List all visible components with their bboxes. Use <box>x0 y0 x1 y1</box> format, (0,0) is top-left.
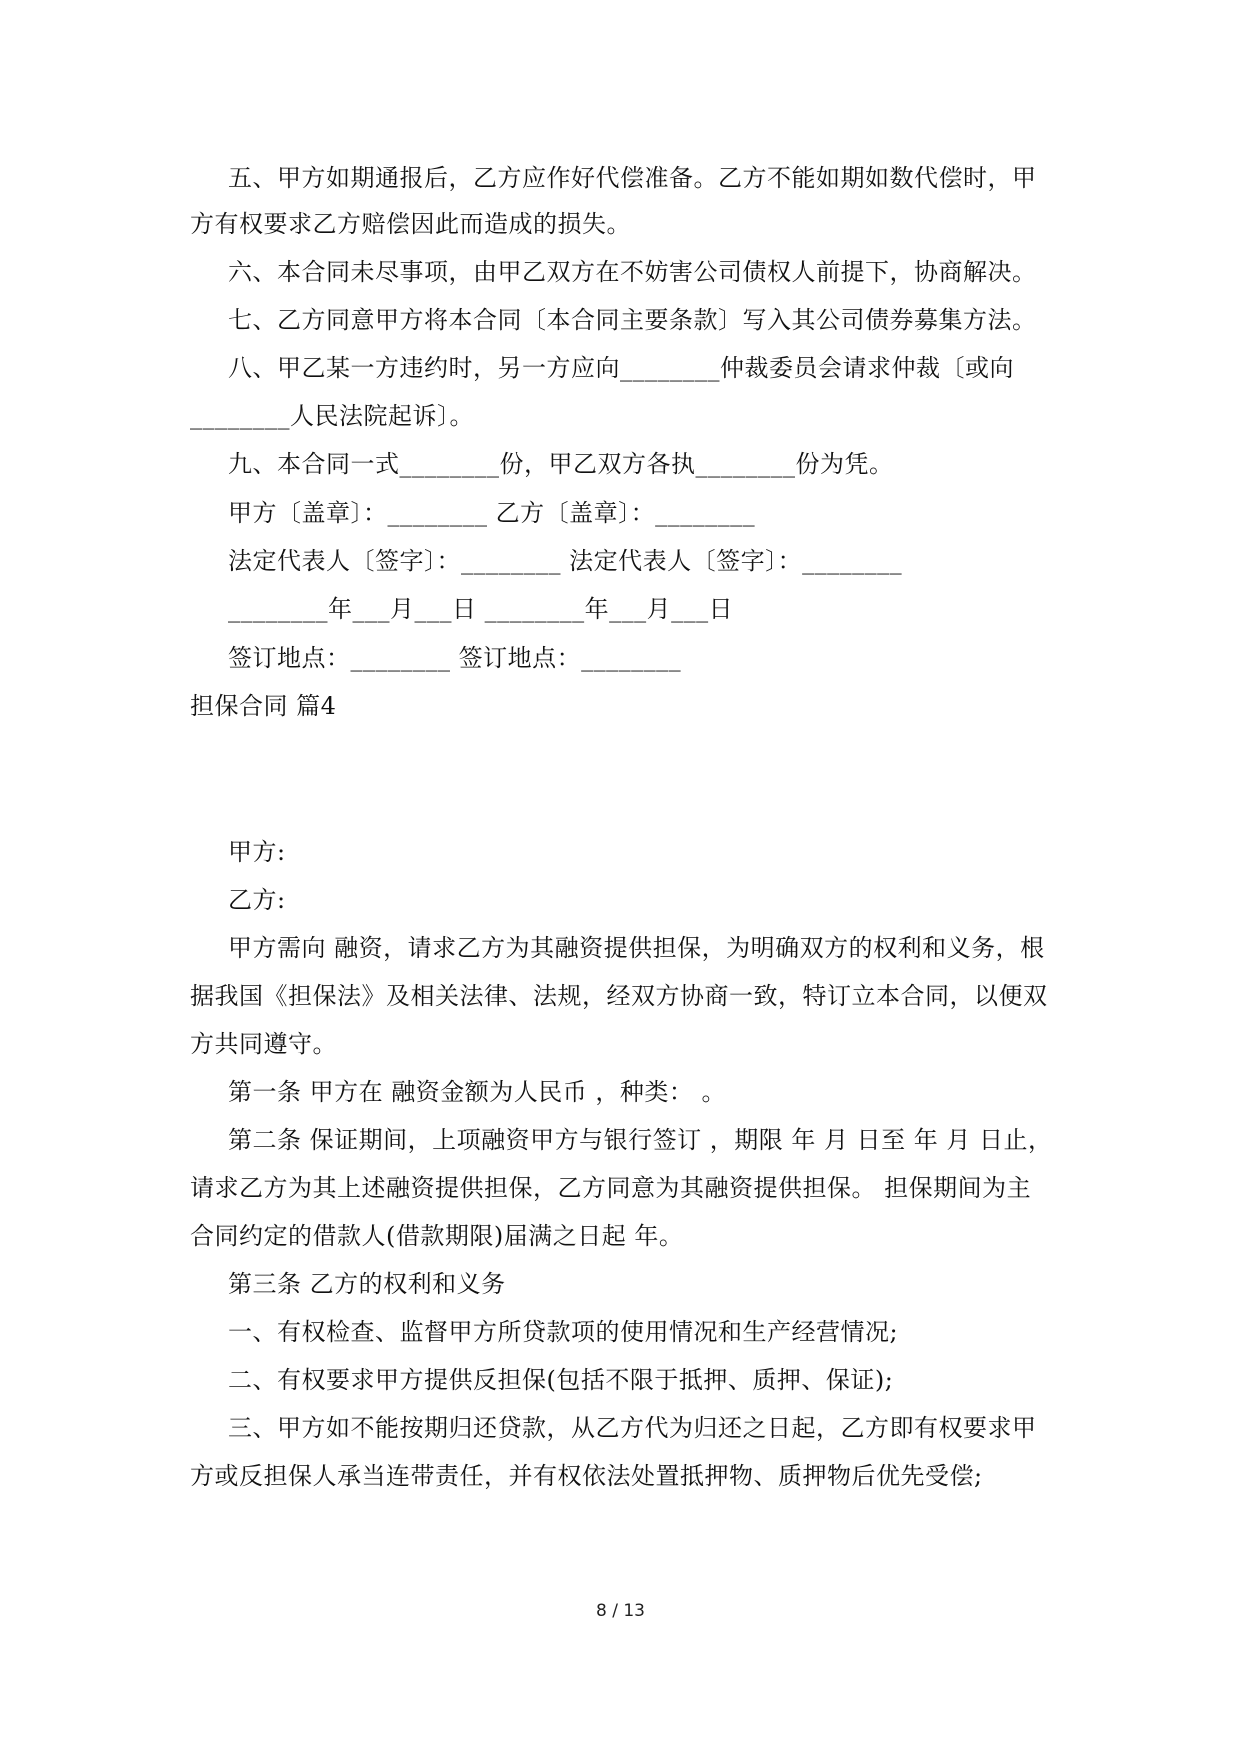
clause-line: 第二条 保证期间，上项融资甲方与银行签订 ，期限 年 月 日至 年 月 日止， <box>228 1126 1053 1154</box>
signing-place-line: 签订地点：________ 签订地点：________ <box>228 644 682 672</box>
paragraph-line: 方有权要求乙方赔偿因此而造成的损失。 <box>190 210 631 238</box>
paragraph-line: 六、本合同未尽事项，由甲乙双方在不妨害公司债权人前提下，协商解决。 <box>228 258 1037 286</box>
paragraph-line: 方共同遵守。 <box>190 1030 337 1058</box>
paragraph-line: 方或反担保人承当连带责任，并有权依法处置抵押物、质押物后优先受偿; <box>190 1462 983 1490</box>
party-b-line: 乙方: <box>228 886 286 914</box>
list-item: 三、甲方如不能按期归还贷款，从乙方代为归还之日起，乙方即有权要求甲 <box>228 1414 1037 1442</box>
paragraph-line: 五、甲方如期通报后，乙方应作好代偿准备。乙方不能如期如数代偿时，甲 <box>228 164 1037 192</box>
date-line: ________年___月___日 ________年___月___日 <box>228 595 734 623</box>
signature-line: 法定代表人〔签字〕：________ 法定代表人〔签字〕：________ <box>228 547 903 575</box>
clause-line: 第三条 乙方的权利和义务 <box>228 1270 506 1298</box>
clause-line: 第一条 甲方在 融资金额为人民币 ，种类： 。 <box>228 1078 727 1106</box>
party-a-line: 甲方: <box>228 838 286 866</box>
paragraph-line: 请求乙方为其上述融资提供担保，乙方同意为其融资提供担保。 担保期间为主 <box>190 1174 1032 1202</box>
page-number: 8 / 13 <box>596 1601 645 1621</box>
paragraph-line: 甲方需向 融资，请求乙方为其融资提供担保，为明确双方的权利和义务，根 <box>228 934 1045 962</box>
paragraph-line: ________人民法院起诉〕。 <box>190 402 474 430</box>
paragraph-line: 八、甲乙某一方违约时，另一方应向________仲裁委员会请求仲裁〔或向 <box>228 354 1014 382</box>
section-heading: 担保合同 篇4 <box>190 692 337 720</box>
paragraph-line: 七、乙方同意甲方将本合同〔本合同主要条款〕写入其公司债券募集方法。 <box>228 306 1037 334</box>
paragraph-line: 九、本合同一式________份，甲乙双方各执________份为凭。 <box>228 450 894 478</box>
signature-line: 甲方〔盖章〕：________ 乙方〔盖章〕：________ <box>228 499 756 527</box>
list-item: 一、有权检查、监督甲方所贷款项的使用情况和生产经营情况; <box>228 1318 899 1346</box>
paragraph-line: 据我国《担保法》及相关法律、法规，经双方协商一致，特订立本合同，以便双 <box>190 982 1048 1010</box>
list-item: 二、有权要求甲方提供反担保(包括不限于抵押、质押、保证); <box>228 1366 894 1394</box>
paragraph-line: 合同约定的借款人(借款期限)届满之日起 年。 <box>190 1222 684 1250</box>
